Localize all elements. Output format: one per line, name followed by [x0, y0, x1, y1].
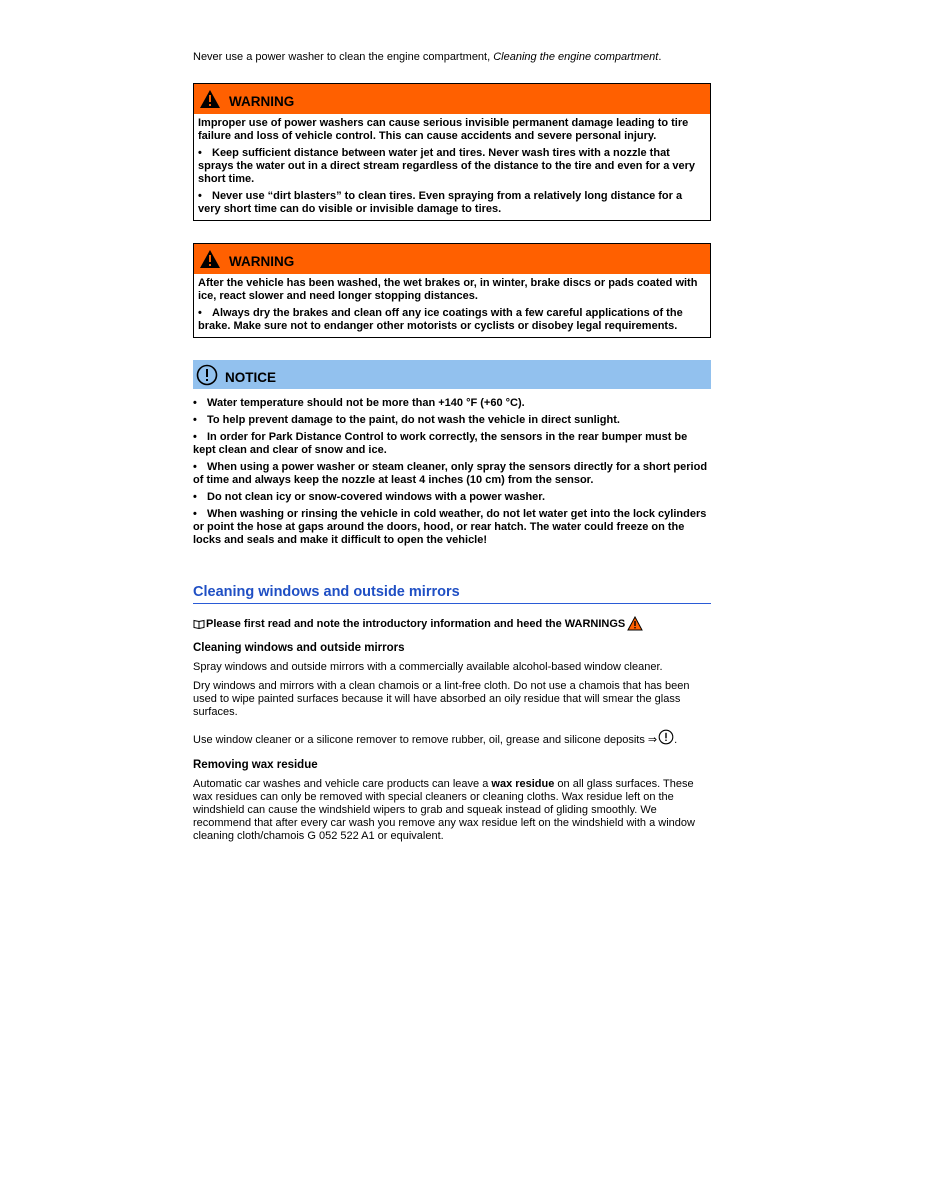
read-first-text: Please first read and note the introductory information and heed the WARNINGS — [206, 618, 626, 630]
notice-section — [193, 360, 711, 547]
warning-box-power-washer — [193, 83, 711, 221]
warning-title: WARNING — [229, 94, 295, 109]
paragraph-end: . — [674, 734, 678, 746]
notice-item-text: To help prevent damage to the paint, do not wash the vehicle in direct sunlight. — [207, 414, 620, 426]
warning-lead: After the vehicle has been washed, the wet brakes or, in winter, brake discs or pads coated with ice, react slower and need longer stopping distances. — [198, 277, 698, 302]
warning-title: WARNING — [229, 254, 295, 269]
warning-triangle-icon — [627, 616, 643, 631]
section-title: Cleaning windows and outside mirrors — [193, 583, 711, 604]
warning-header — [194, 244, 710, 274]
warning-header — [194, 84, 710, 114]
bullet-mark: • — [193, 508, 197, 520]
notice-item — [193, 508, 711, 547]
notice-item-text: When using a power washer or steam cleaner, only spray the sensors directly for a short period of time and always keep the nozzle at least 4 inches (10 cm) from the sensor. — [193, 461, 708, 486]
book-icon — [193, 619, 205, 629]
bullet-mark: • — [198, 147, 202, 159]
subheading-wax-residue: Removing wax residue — [193, 759, 318, 771]
bullet-mark: • — [193, 397, 197, 409]
notice-list — [193, 397, 711, 547]
paragraph: Spray windows and outside mirrors with a commercially available alcohol-based window cleaner. — [193, 661, 663, 673]
notice-item — [193, 491, 711, 504]
warning-bullet — [198, 147, 706, 186]
notice-title: NOTICE — [225, 370, 277, 385]
warning-body — [194, 114, 710, 220]
bullet-mark: • — [193, 491, 197, 503]
intro-paragraph — [193, 50, 711, 64]
warning-triangle-icon — [199, 249, 221, 269]
paragraph-text: Use window cleaner or a silicone remover to remove rubber, oil, grease and silicone deposits ⇒ — [193, 734, 658, 746]
read-first-note[interactable] — [193, 616, 711, 631]
subheading-cleaning-windows: Cleaning windows and outside mirrors — [193, 642, 405, 654]
notice-header — [193, 360, 711, 389]
notice-item — [193, 431, 711, 457]
notice-item-text: In order for Park Distance Control to work correctly, the sensors in the rear bumper must be kept clean and clear of snow and ice. — [193, 431, 688, 456]
page — [193, 50, 711, 843]
paragraph-deposits — [193, 729, 711, 747]
intro-cross-reference[interactable]: Cleaning the engine compartment — [493, 51, 659, 63]
exclamation-circle-icon — [196, 364, 218, 386]
paragraph-text: Automatic car washes and vehicle care products can leave a — [193, 778, 492, 790]
intro-end: . — [658, 51, 662, 63]
bullet-mark: • — [193, 431, 197, 443]
bullet-mark: • — [198, 307, 202, 319]
warning-lead: Improper use of power washers can cause serious invisible permanent damage leading to tire failure and loss of vehicle control. This can cause accidents and severe personal injury. — [198, 117, 689, 142]
paragraph-wax — [193, 778, 711, 843]
warning-bullet-text: Never use “dirt blasters” to clean tires. Even spraying from a relatively long distance for a very short time can do visible or invisible damage to tires. — [198, 190, 683, 215]
warning-bullet — [198, 190, 706, 216]
bullet-mark: • — [193, 414, 197, 426]
warning-bullet-text: Always dry the brakes and clean off any ice coatings with a few careful applications of the brake. Make sure not to endanger other motorists or cyclists or disobey legal requirements. — [198, 307, 683, 332]
emphasis-wax-residue: wax residue — [491, 778, 555, 790]
notice-item — [193, 397, 711, 410]
warning-bullet — [198, 307, 706, 333]
notice-item-text: Do not clean icy or snow-covered windows with a power washer. — [207, 491, 546, 503]
notice-item-text: When washing or rinsing the vehicle in cold weather, do not let water get into the lock cylinders or point the hose at gaps around the doors, hood, or rear hatch. The water could freeze on the locks and seals and make it difficult to open the vehicle! — [193, 508, 707, 546]
warning-box-wet-brakes — [193, 243, 711, 338]
bullet-mark: • — [198, 190, 202, 202]
warning-body — [194, 274, 710, 337]
notice-item-text: Water temperature should not be more than +140 °F (+60 °C). — [207, 397, 525, 409]
intro-text: Never use a power washer to clean the engine compartment, — [193, 51, 494, 63]
notice-item — [193, 461, 711, 487]
warning-bullet-text: Keep sufficient distance between water jet and tires. Never wash tires with a nozzle that sprays the water out in a direct stream regardless of the distance to the tire and even for a very short time. — [198, 147, 695, 185]
paragraph: Dry windows and mirrors with a clean chamois or a lint-free cloth. Do not use a chamois that has been used to wipe painted surfaces because it will have absorbed an oily residue that will smear the glass surfaces. — [193, 680, 690, 718]
paragraph-text: on all glass surfaces. These wax residues can only be removed with special cleaners or cleaning cloths. Wax residue left on the windshield can cause the windshield wipers to grab and squeak instead of gliding smoothly. We recommend that after every car wash you remove any wax residue left on the windshield with a window cleaning cloth/chamois G 052 522 A1 or equivalent. — [193, 778, 695, 842]
warning-triangle-icon — [199, 89, 221, 109]
notice-item — [193, 414, 711, 427]
exclamation-circle-icon[interactable] — [658, 729, 674, 745]
bullet-mark: • — [193, 461, 197, 473]
